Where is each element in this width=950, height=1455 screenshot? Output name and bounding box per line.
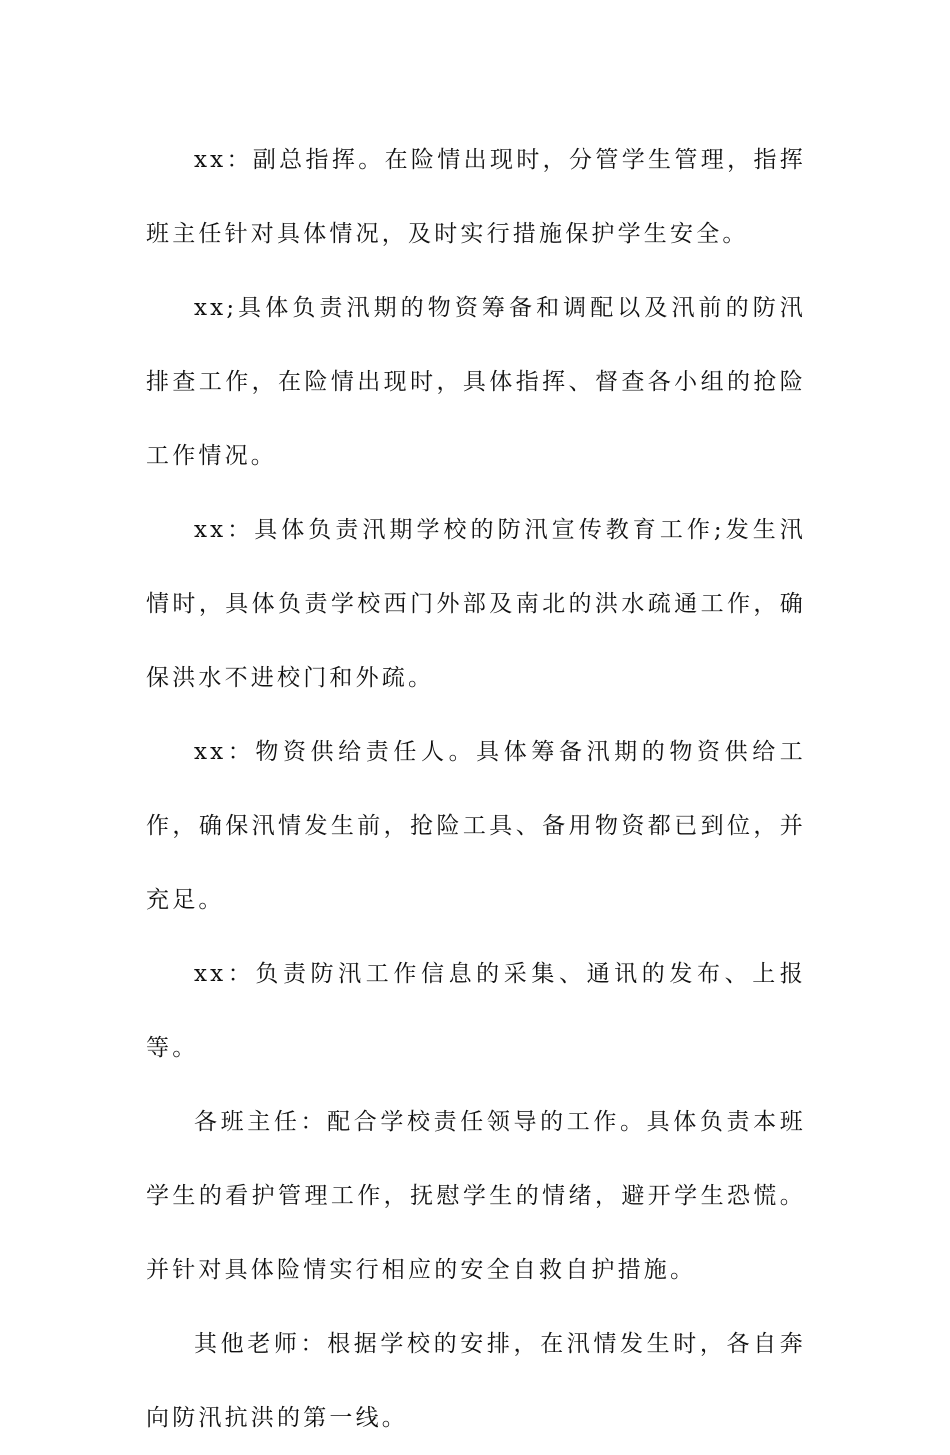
paragraph-materials-supply: xx：物资供给责任人。具体筹备汛期的物资供给工作，确保汛情发生前，抢险工具、备用物资都已到位，并充足。 [146,739,806,913]
paragraph-class-teachers: 各班主任：配合学校责任领导的工作。具体负责本班学生的看护管理工作，抚慰学生的情绪，避开学生恐慌。并针对具体险情实行相应的安全自救自护措施。 [146,1109,806,1283]
document-body [146,123,806,1455]
paragraph-information-reporting: xx：负责防汛工作信息的采集、通讯的发布、上报等。 [146,961,806,1061]
paragraph-materials-preparation: xx;具体负责汛期的物资筹备和调配以及汛前的防汛排查工作，在险情出现时，具体指挥、督查各小组的抢险工作情况。 [146,295,806,469]
paragraph-publicity-education: xx：具体负责汛期学校的防汛宣传教育工作;发生汛情时，具体负责学校西门外部及南北的洪水疏通工作，确保洪水不进校门和外疏。 [146,517,806,691]
paragraph-deputy-commander: xx：副总指挥。在险情出现时，分管学生管理，指挥班主任针对具体情况，及时实行措施保护学生安全。 [146,147,806,247]
paragraph-other-teachers: 其他老师：根据学校的安排，在汛情发生时，各自奔向防汛抗洪的第一线。 [146,1331,806,1431]
